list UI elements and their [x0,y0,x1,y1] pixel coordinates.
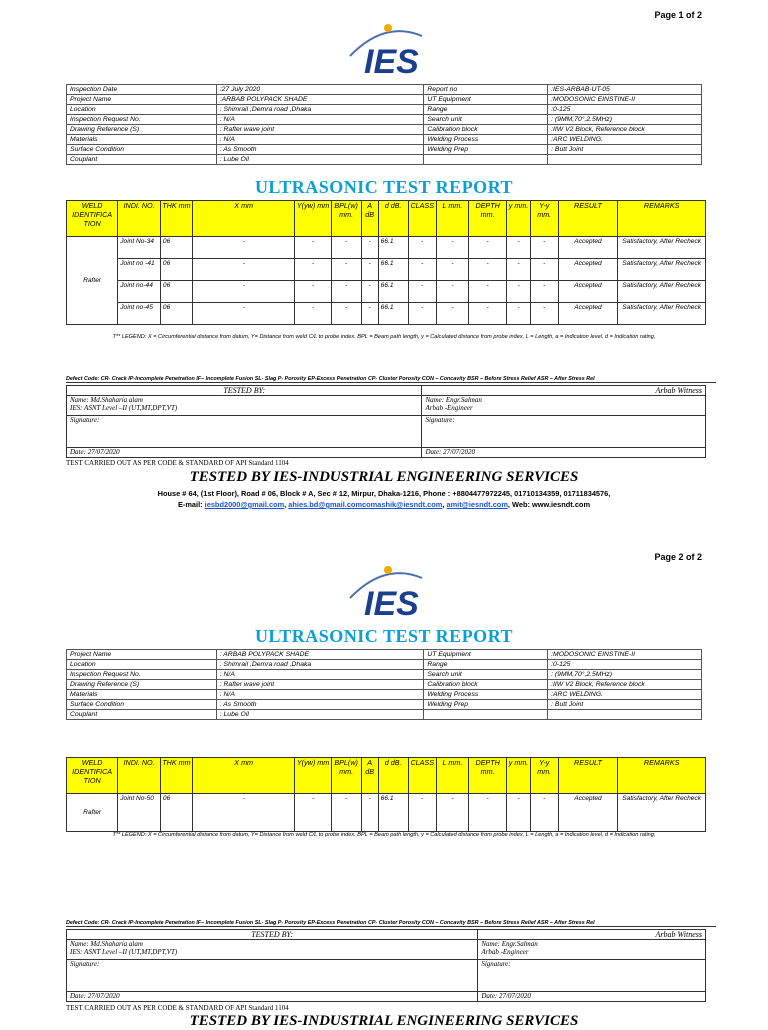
info-value: :0-125 [548,660,702,670]
info-value: :IES-ARBAB-UT-05 [548,85,702,95]
cell-cls: - [408,259,436,281]
info-row [67,85,702,95]
report-page-2 [0,540,768,1029]
column-header-a: A dB [361,758,378,794]
info-value: : Shimrail ,Demra road ,Dhaka [216,660,424,670]
code-standard: TEST CARRIED OUT AS PER CODE & STANDARD OF API Standard 1104 [66,1004,289,1012]
info-row [67,155,702,165]
info-label: Materials [67,690,217,700]
table-row [67,281,706,303]
info-label: Surface Condition [67,700,217,710]
cell-yyw: - [295,237,331,259]
info-value [548,710,702,720]
cell-bpl: - [331,237,361,259]
column-header-depth: DEPTH mm. [468,758,506,794]
email-link-1[interactable]: iesbd2000@gmail.com [204,500,285,509]
column-header-indi: INDI. NO. [118,201,161,237]
info-value: : ARBAB POLYPACK SHADE [216,650,424,660]
column-header-result: RESULT [558,201,618,237]
cell-l: - [436,259,468,281]
column-header-bpl: BPL(w) mm. [331,758,361,794]
page-number: Page 2 of 2 [654,552,702,562]
cell-l: - [436,237,468,259]
info-row [67,690,702,700]
cell-x: - [192,794,294,832]
legend-text: T** LEGEND: X = Circumferential distance from datum, Y= Distance from weld C/L to probe index. BPL = Beam path length, y = Calculated distance from probe index, L = Length, a = Indication level, d = Indication rating, [112,832,656,838]
defect-code: Defect Code: CR- Crack IP-Incomplete Penetration IF– Incomplete Fusion SL- Slag P- Porosity EP-Excess Penetration CP- Cluster Porosity CON – Concavity BSR – Before Stress Relief ASR – After Stress Rel [66,920,716,927]
info-label: Welding Process [424,135,548,145]
cell-remarks: Satisfactory, After Recheck [618,281,706,303]
column-header-result: RESULT [558,758,618,794]
info-row [67,135,702,145]
cell-x: - [192,303,294,325]
info-label: Surface Condition [67,145,217,155]
info-row [67,660,702,670]
cell-cls: - [408,794,436,832]
code-standard: TEST CARRIED OUT AS PER CODE & STANDARD OF API Standard 1104 [66,459,289,467]
info-label: Range [424,660,548,670]
witness-role: Arbab -Engineer [425,404,473,412]
info-label: Location [67,105,217,115]
cell-bpl: - [331,303,361,325]
cell-thk: 06 [160,237,192,259]
tester-signature: Signature: [67,416,422,448]
info-row [67,650,702,660]
tested-by-label: TESTED BY: [67,930,478,940]
witness-label: Arbab Witness [478,930,706,940]
email-label: E-mail: [177,500,203,509]
column-header-x: X mm [192,201,294,237]
info-label: Project Name [67,95,217,105]
cell-yyw: - [295,794,331,832]
cell-bpl: - [331,281,361,303]
info-value: : N/A [216,690,424,700]
info-label: Location [67,660,217,670]
company-contacts: E-mail: iesbd2000@gmail.com, ahies.bd@gmail.comcomashik@iesndt.com, amit@iesndt.com, Web: www.iesndt.com [177,500,591,509]
info-label [424,710,548,720]
table-header-row [67,758,706,794]
logo-text: IES [364,43,419,78]
info-value: :IIW V2 Block, Reference block [548,125,702,135]
cell-thk: 06 [160,281,192,303]
cell-y: - [507,237,530,259]
info-label: UT Equipment [424,95,548,105]
column-header-y: y mm. [507,758,530,794]
cell-y: - [507,281,530,303]
cell-a: - [361,237,378,259]
cell-x: - [192,281,294,303]
info-label: Welding Process [424,690,548,700]
cell-d: 66.1 [378,303,408,325]
column-header-weld: WELD IDENTIFICA TION [67,758,118,794]
cell-cls: - [408,237,436,259]
info-row [67,115,702,125]
cell-depth: - [468,303,506,325]
cell-cls: - [408,303,436,325]
cell-bpl: - [331,259,361,281]
project-info-table [66,84,702,165]
info-row [67,680,702,690]
cell-d: 66.1 [378,259,408,281]
cell-x: - [192,237,294,259]
info-row [67,710,702,720]
witness-name: Name: Engr.Salman [481,940,538,948]
info-row [67,700,702,710]
email-link-2[interactable]: ahies.bd@gmail.com [288,500,363,509]
cell-yy: - [530,794,558,832]
tester-date: Date: 27/07/2020 [67,992,478,1002]
column-header-l: L mm. [436,201,468,237]
info-value: : (9MM,70°,2.5MHz) [548,115,702,125]
column-header-d: d dB. [378,201,408,237]
report-title: ULTRASONIC TEST REPORT [254,177,514,197]
info-value: :MODOSONIC EINSTINE-II [548,95,702,105]
cell-indi: Joint no-44 [118,281,161,303]
column-header-x: X mm [192,758,294,794]
cell-yyw: - [295,281,331,303]
cell-a: - [361,303,378,325]
cell-a: - [361,794,378,832]
cell-d: 66.1 [378,281,408,303]
cell-yyw: - [295,259,331,281]
cell-thk: 06 [160,794,192,832]
cell-yy: - [530,281,558,303]
cell-y: - [507,794,530,832]
info-label: Welding Prep [424,700,548,710]
column-header-a: A dB [361,201,378,237]
page-number: Page 1 of 2 [654,10,702,20]
tester-signature: Signature: [67,960,478,992]
column-header-remarks: REMARKS [618,201,706,237]
cell-weld: Rafter [67,794,118,832]
email-link-4[interactable]: amit@iesndt.com [446,500,508,509]
info-label: Drawing Reference (S) [67,680,217,690]
column-header-bpl: BPL(w) mm. [331,201,361,237]
tested-by-label: TESTED BY: [67,386,422,396]
info-label: Inspection Request No. [67,670,217,680]
cell-d: 66.1 [378,237,408,259]
column-header-l: L mm. [436,758,468,794]
tested-by-table [66,385,706,458]
cell-depth: - [468,259,506,281]
info-label: Search unit [424,670,548,680]
tester-name: Name: Md.Shaharia alam [70,940,143,948]
table-row [67,794,706,832]
info-label: Range [424,105,548,115]
info-value: :ARC WELDING. [548,690,702,700]
cell-result: Accepted [558,281,618,303]
witness-name: Name: Engr.Salman [425,396,482,404]
column-header-cls: CLASS [408,758,436,794]
company-name: TESTED BY IES-INDUSTRIAL ENGINEERING SERVICES [189,1013,579,1029]
ies-logo [340,560,430,620]
info-label: Inspection Request No. [67,115,217,125]
cell-weld: Rafter [67,237,118,325]
info-value: :27 July 2020 [216,85,424,95]
info-value: : Shimrail ,Demra road ,Dhaka [216,105,424,115]
table-row [67,237,706,259]
info-value: : Butt Joint [548,700,702,710]
logo-text: IES [364,585,419,620]
column-header-yy: Y-y mm. [530,201,558,237]
info-value: :MODOSONIC EINSTINE-II [548,650,702,660]
column-header-y: y mm. [507,201,530,237]
info-label: Calibration block [424,125,548,135]
column-header-thk: THK mm [160,758,192,794]
report-title: ULTRASONIC TEST REPORT [254,626,514,646]
cell-yyw: - [295,303,331,325]
cell-thk: 06 [160,259,192,281]
info-value: :0-125 [548,105,702,115]
info-row [67,105,702,115]
cell-indi: Joint No-50 [118,794,161,832]
info-value: :IIW V2 Block, Reference block [548,680,702,690]
cell-thk: 06 [160,303,192,325]
cell-bpl: - [331,794,361,832]
cell-result: Accepted [558,303,618,325]
info-value [548,155,702,165]
info-label: Report no [424,85,548,95]
cell-y: - [507,259,530,281]
ies-logo [340,18,430,78]
info-value: :ARBAB POLYPACK SHADE [216,95,424,105]
cell-y: - [507,303,530,325]
cell-result: Accepted [558,259,618,281]
info-label: Calibration block [424,680,548,690]
column-header-yyw: Y(yw) mm [295,201,331,237]
info-label: Search unit [424,115,548,125]
cell-depth: - [468,794,506,832]
column-header-remarks: REMARKS [618,758,706,794]
tester-name: Name: Md.Shaharia alam [70,396,143,404]
column-header-cls: CLASS [408,201,436,237]
info-value: : N/A [216,135,424,145]
info-row [67,670,702,680]
cell-l: - [436,281,468,303]
info-value: : Butt Joint [548,145,702,155]
info-label [424,155,548,165]
cell-indi: Joint no-45 [118,303,161,325]
company-address: House # 64, (1st Floor), Road # 06, Block # A, Sec # 12, Mirpur, Dhaka-1216, Phone : +8804477972245, 01710134359, 01711834576, [157,489,611,498]
cell-indi: Joint No-34 [118,237,161,259]
column-header-depth: DEPTH mm. [468,201,506,237]
web-text: , Web: www.iesndt.com [507,500,591,509]
info-label: Couplant [67,710,217,720]
tester-cert: IES: ASNT Level –II (UT,MT,DPT,VT) [70,948,178,956]
info-value: : As Smooth [216,145,424,155]
info-row [67,145,702,155]
table-header-row [67,201,706,237]
witness-role: Arbab -Engineer [481,948,529,956]
cell-a: - [361,281,378,303]
witness-date: Date: 27/07/2020 [422,448,706,458]
cell-yy: - [530,303,558,325]
tested-by-table [66,929,706,1002]
info-label: Project Name [67,650,217,660]
info-value: : N/A [216,115,424,125]
company-name: TESTED BY IES-INDUSTRIAL ENGINEERING SERVICES [189,469,579,485]
results-table [66,200,706,325]
column-header-yyw: Y(yw) mm [295,758,331,794]
project-info-table [66,649,702,720]
cell-cls: - [408,281,436,303]
email-link-3[interactable]: comashik@iesndt.com [362,500,443,509]
cell-result: Accepted [558,237,618,259]
cell-x: - [192,259,294,281]
info-value: : As Smooth [216,700,424,710]
column-header-indi: INDI. NO. [118,758,161,794]
results-table [66,757,706,832]
legend-text: T** LEGEND: X = Circumferential distance from datum, Y= Distance from weld C/L to probe index. BPL = Beam path length, y = Calculated distance from probe index, L = Length, a = Indication level, d = Indication rating, [112,334,656,340]
info-label: Couplant [67,155,217,165]
witness-date: Date: 27/07/2020 [478,992,706,1002]
cell-a: - [361,259,378,281]
tester-cert: IES: ASNT Level –II (UT,MT,DPT,VT) [70,404,178,412]
column-header-thk: THK mm [160,201,192,237]
info-value: : Lube Oil [216,155,424,165]
table-row [67,259,706,281]
info-value: : Rafter wave joint [216,680,424,690]
info-row [67,125,702,135]
witness-signature: Signature: [478,960,706,992]
info-value: : Lube Oil [216,710,424,720]
cell-indi: Joint no -41 [118,259,161,281]
cell-yy: - [530,237,558,259]
column-header-weld: WELD IDENTIFICA TION [67,201,118,237]
defect-code: Defect Code: CR- Crack IP-Incomplete Penetration IF– Incomplete Fusion SL- Slag P- Porosity EP-Excess Penetration CP- Cluster Porosity CON – Concavity BSR – Before Stress Relief ASR – After Stress Rel [66,376,716,383]
cell-depth: - [468,281,506,303]
cell-l: - [436,303,468,325]
info-value: : N/A [216,670,424,680]
cell-remarks: Satisfactory, After Recheck [618,237,706,259]
cell-d: 66.1 [378,794,408,832]
info-label: Materials [67,135,217,145]
cell-yy: - [530,259,558,281]
info-value: :ARC WELDING. [548,135,702,145]
info-label: Inspection Date [67,85,217,95]
info-label: Welding Prep [424,145,548,155]
witness-label: Arbab Witness [422,386,706,396]
cell-remarks: Satisfactory, After Recheck [618,259,706,281]
info-row [67,95,702,105]
info-value: : (9MM,70°,2.5MHz) [548,670,702,680]
cell-remarks: Satisfactory, After Recheck [618,303,706,325]
tester-date: Date: 27/07/2020 [67,448,422,458]
table-row [67,303,706,325]
info-label: Drawing Reference (S) [67,125,217,135]
column-header-d: d dB. [378,758,408,794]
cell-depth: - [468,237,506,259]
cell-remarks: Satisfactory, After Recheck [618,794,706,832]
cell-l: - [436,794,468,832]
info-label: UT Equipment [424,650,548,660]
info-value: : Rafter wave joint [216,125,424,135]
witness-signature: Signature: [422,416,706,448]
column-header-yy: Y-y mm. [530,758,558,794]
cell-result: Accepted [558,794,618,832]
